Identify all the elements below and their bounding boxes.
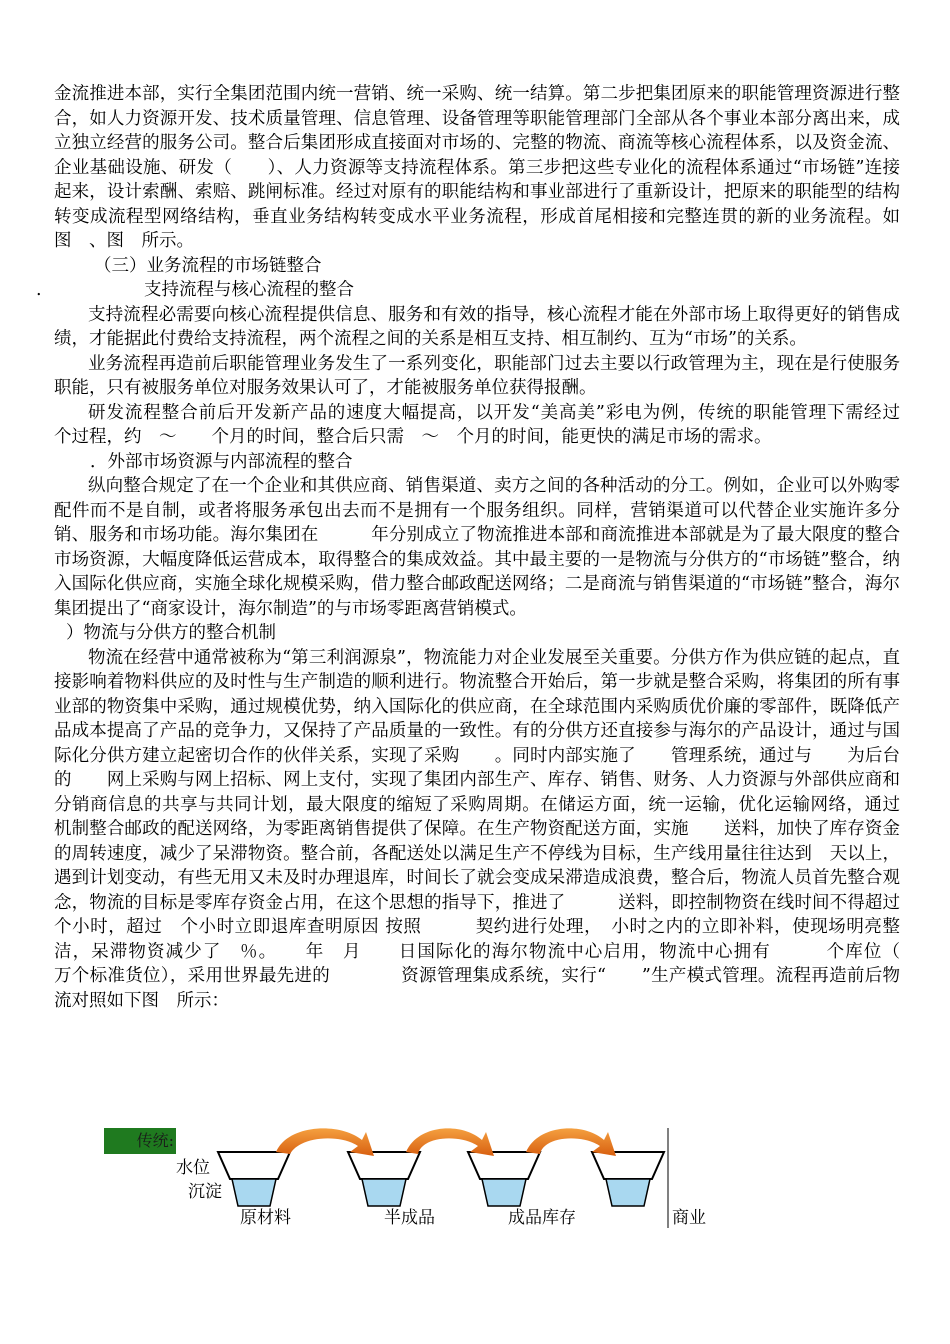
funnel-semi-top [348,1152,420,1179]
paragraph-rd-speed: 研发流程整合前后开发新产品的速度大幅提高，以开发“美高美”彩电为例，传统的职能管理下需经过 个过程，约 ～ 个月的时间，整合后只需 ～ 个月的时间，能更快的满足市场的需求。 [54,402,935,447]
heading-external-resources: ．外部市场资源与内部流程的整合 [90,451,353,472]
paragraph-logistics-detail: 物流在经营中通常被称为“第三利润源泉”，物流能力对企业发展至关重要。分供方作为供应链的起点，直接影响着物料供应的及时性与生产制造的顺利进行。物流整合开始后，第一步就是整合采购，将集团的所有事业部的物资集中采购，通过规模优势，纳入国际化的供应商，在全球范围内采购质优价廉的零部件，既降低产品成本提高了产品的竞争力，又保持了产品质量的一致性。有的分供方还直接参与海尔的产品设计，通过与国际化分供方建立起密切合作的伙伴关系，实现了采购 。同时内部实施了 管理系统，通过与 为后台的 网上采购与网上招标、网上支付，实现了集团内部生产、库存、销售、财务、人力资源与外部供应商和分销商信息的共享与共同计划，最大限度的缩短了采购周期。在储运方面，统一运输，优化运输网络，通过 机制整合邮政的配送网络，为零距离销售提供了保障。在生产物资配送方面，实施 送料，加快了库存资金的周转速度，减少了呆滞物资。整合前，各配送处以满足生产不停线为目标，生产线用量往往达到 天以上，遇到计划变动，有些无用又未及时办理退库，时间长了就会变成呆滞造成浪费，整合后，物流人员首先整合观念，物流的目标是零库存资金占用，在这个思想的指导下，推进了 送料，即控制物资在线时间不得超过 个小时，超过 个小时立即退库查明原因 按照 契约进行处理， 小时之内的立即补料，使现场明亮整洁，呆滞物资减少了 ％。 年 月 日国际化的海尔物流中心启用，物流中心拥有 个库位（ 万个标准货位），采用世界最先进的 资源管理集成系统，实行“ ”生产模式管理。流程再造前后物流对照如下图 所示： [54,647,935,1011]
funnel-raw-top [218,1152,290,1179]
funnel-finished-stock [468,1152,540,1206]
logistics-comparison-diagram [100,1122,720,1232]
bullet-dot: . [36,280,42,300]
funnel-commerce-top [592,1152,664,1179]
funnel-semi-water [362,1179,406,1206]
heading-support-core [36,278,900,303]
flow-arrow-3 [526,1128,616,1156]
heading-market-chain: （三）业务流程的市场链整合 [94,255,322,276]
funnel-commerce [592,1152,664,1206]
funnel-raw-materials [218,1152,290,1206]
funnel-raw-water [232,1179,276,1206]
traditional-tag: 传统: [104,1128,176,1154]
paragraph-functional-change: 业务流程再造前后职能管理业务发生了一系列变化，职能部门过去主要以行政管理为主，现在是行使服务职能，只有被服务单位对服务效果认可了，才能被服务单位获得报酬。 [54,353,900,398]
document-body [36,82,935,1013]
heading-support-core-text: 支持流程与核心流程的整合 [144,280,354,300]
paragraph-integration-steps: 金流推进本部，实行全集团范围内统一营销、统一采购、统一结算。第二步把集团原来的职能管理资源进行整合，如人力资源开发、技术质量管理、信息管理、设备管理等职能管理部门全部从各个事业本部分离出来，成立独立经营的服务公司。整合后集团形成直接面对市场的、完整的物流、商流等核心流程体系，以及资金流、企业基础设施、研发（ ）、人力资源等支持流程体系。第三步把这些专业化的流程体系通过“市场链”连接起来，设计索酬、索赔、跳闸标准。经过对原有的职能结构和事业部进行了重新设计，把原来的职能型的结构转变成流程型网络结构，垂直业务结构转变成水平业务流程，形成首尾相接和完整连贯的新的业务流程。如图 、图 所示。 [54,84,900,251]
funnel-commerce-water [606,1179,650,1206]
label-commerce: 商业 [672,1208,706,1228]
heading-logistics-suppliers: ）物流与分供方的整合机制 [66,623,276,643]
label-semi-finished: 半成品 [384,1208,435,1228]
label-water-level: 水位 [176,1158,210,1178]
funnel-semi-finished [348,1152,420,1206]
label-raw-materials: 原材料 [240,1208,291,1228]
paragraph-support-process: 支持流程必需要向核心流程提供信息、服务和有效的指导，核心流程才能在外部市场上取得更好的销售成绩，才能据此付费给支持流程，两个流程之间的关系是相互支持、相互制约、互为“市场”的关系。 [54,304,900,349]
paragraph-vertical-integration: 纵向整合规定了在一个企业和其供应商、销售渠道、卖方之间的各种活动的分工。例如，企业可以外购零配件而不是自制，或者将服务承包出去而不是拥有一个服务组织。同样，营销渠道可以代替企业实施许多分销、服务和市场功能。海尔集团在 年分别成立了物流推进本部和商流推进本部就是为了最大限度的整合市场资源，大幅度降低运营成本，取得整合的集成效益。其中最主要的一是物流与分供方的“市场链”整合，纳入国际化供应商，实施全球化规模采购，借力整合邮政配送网络；二是商流与销售渠道的“市场链”整合，海尔集团提出了“商家设计，海尔制造”的与市场零距离营销模式。 [54,476,900,619]
funnel-stock-water [482,1179,526,1206]
flow-arrow-1 [276,1128,374,1156]
label-sediment: 沉淀 [188,1182,222,1202]
funnel-stock-top [468,1152,540,1179]
label-finished-stock: 成品库存 [508,1208,576,1228]
